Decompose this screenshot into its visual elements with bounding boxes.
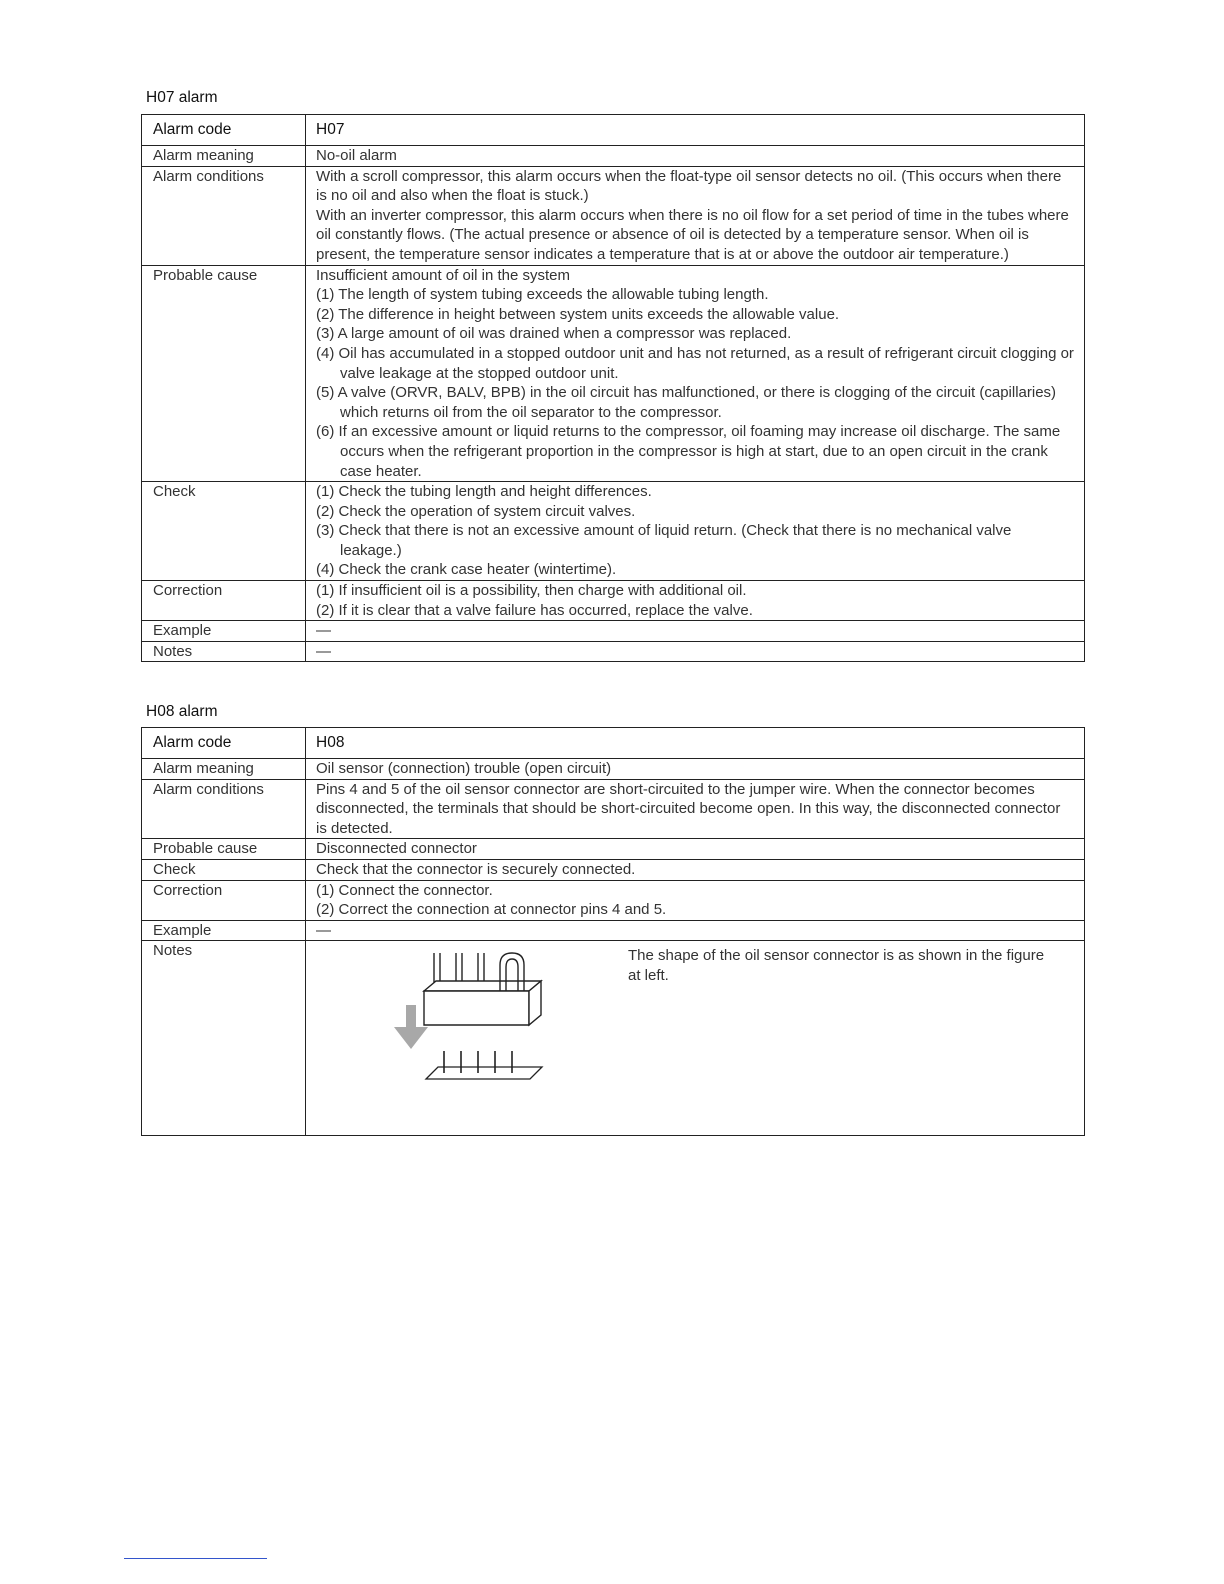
h08-meaning-value: Oil sensor (connection) trouble (open circuit) xyxy=(306,759,1085,780)
h07-conditions-cell xyxy=(306,166,1085,265)
list-item: (2) The difference in height between system units exceeds the allowable value. xyxy=(316,305,840,323)
h08-code-value: H08 xyxy=(306,728,1085,759)
table-row xyxy=(142,166,1085,265)
table-row xyxy=(142,265,1085,482)
h07-conditions-p2: With an inverter compressor, this alarm occurs when there is no oil flow for a set period of time in the tubes where oil constantly flows. (The actual presence or absence of oil is detected by a temperature sensor. When oil is present, the temperature sensor indicates a temperature that is at or above the outdoor air temperature.) xyxy=(316,206,1069,263)
h07-notes-value: — xyxy=(306,641,1085,662)
h08-example-label: Example xyxy=(142,920,306,941)
table-row xyxy=(142,581,1085,621)
h07-conditions-label: Alarm conditions xyxy=(142,166,306,265)
h07-conditions-p1: With a scroll compressor, this alarm occurs when the float-type oil sensor detects no oil. (This occurs when there is no oil and also when the float is stuck.) xyxy=(316,167,1062,205)
list-item: (2) If it is clear that a valve failure has occurred, replace the valve. xyxy=(316,601,753,619)
h08-cause-label: Probable cause xyxy=(142,839,306,860)
footer-divider xyxy=(124,1558,267,1559)
h07-correction-label: Correction xyxy=(142,581,306,621)
h08-meaning-label: Alarm meaning xyxy=(142,759,306,780)
h07-notes-label: Notes xyxy=(142,641,306,662)
h08-correction-label: Correction xyxy=(142,880,306,920)
table-row xyxy=(142,621,1085,642)
h08-check-value: Check that the connector is securely connected. xyxy=(306,859,1085,880)
h07-code-label: Alarm code xyxy=(142,115,306,146)
h08-correction-cell xyxy=(306,880,1085,920)
h07-code-value: H07 xyxy=(306,115,1085,146)
table-row xyxy=(142,146,1085,167)
oil-sensor-connector-figure xyxy=(354,945,554,1085)
list-item: (3) A large amount of oil was drained when a compressor was replaced. xyxy=(316,325,792,343)
table-row xyxy=(142,880,1085,920)
h08-notes-label: Notes xyxy=(142,941,306,1136)
table-row xyxy=(142,859,1085,880)
h07-check-cell xyxy=(306,482,1085,581)
table-row xyxy=(142,728,1085,759)
h08-code-label: Alarm code xyxy=(142,728,306,759)
h08-notes-caption: The shape of the oil sensor connector is as shown in the figure at left. xyxy=(628,947,1045,985)
h07-example-label: Example xyxy=(142,621,306,642)
table-row xyxy=(142,839,1085,860)
table-row xyxy=(142,482,1085,581)
h07-check-label: Check xyxy=(142,482,306,581)
h07-example-value: — xyxy=(306,621,1085,642)
h07-meaning-value: No-oil alarm xyxy=(306,146,1085,167)
table-row xyxy=(142,920,1085,941)
table-row xyxy=(142,779,1085,839)
h08-conditions-label: Alarm conditions xyxy=(142,779,306,839)
h08-cause-value: Disconnected connector xyxy=(306,839,1085,860)
table-row xyxy=(142,641,1085,662)
table-row xyxy=(142,759,1085,780)
h07-cause-label: Probable cause xyxy=(142,265,306,482)
h07-correction-cell xyxy=(306,581,1085,621)
h08-notes-cell xyxy=(306,941,1085,1136)
table-row xyxy=(142,115,1085,146)
h07-meaning-label: Alarm meaning xyxy=(142,146,306,167)
h08-check-label: Check xyxy=(142,859,306,880)
h08-section-title: H08 alarm xyxy=(146,703,218,720)
h07-section-title: H07 alarm xyxy=(146,89,218,106)
h07-cause-cell xyxy=(306,265,1085,482)
list-item: (1) The length of system tubing exceeds the allowable tubing length. xyxy=(316,286,769,304)
h08-alarm-table xyxy=(141,727,1085,1136)
list-item: (4) Check the crank case heater (wintertime). xyxy=(316,561,617,579)
list-item: (3) Check that there is not an excessive amount of liquid return. (Check that there is no mechanical valve leakage.) xyxy=(316,522,1012,559)
list-item: (6) If an excessive amount or liquid returns to the compressor, oil foaming may increase oil discharge. The same occurs when the refrigerant proportion in the compressor is high at start, due to an open circuit in the crank case heater. xyxy=(316,423,1061,480)
list-item: (5) A valve (ORVR, BALV, BPB) in the oil circuit has malfunctioned, or there is clogging of the circuit (capillaries) which returns oil from the oil separator to the compressor. xyxy=(316,384,1057,421)
h08-conditions-value: Pins 4 and 5 of the oil sensor connector are short-circuited to the jumper wire. When the connector becomes disconnected, the terminals that should be short-circuited become open. In this way, the disconnected connector is detected. xyxy=(306,779,1085,839)
list-item: (1) Check the tubing length and height differences. xyxy=(316,483,652,501)
list-item: (2) Correct the connection at connector pins 4 and 5. xyxy=(316,901,667,919)
h07-alarm-table xyxy=(141,114,1085,662)
h08-example-value: — xyxy=(306,920,1085,941)
list-item: (4) Oil has accumulated in a stopped outdoor unit and has not returned, as a result of refrigerant circuit clogging or valve leakage at the stopped outdoor unit. xyxy=(316,344,1074,382)
h07-cause-intro: Insufficient amount of oil in the system xyxy=(316,266,571,284)
list-item: (2) Check the operation of system circuit valves. xyxy=(316,502,636,520)
list-item: (1) If insufficient oil is a possibility, then charge with additional oil. xyxy=(316,582,747,600)
table-row xyxy=(142,941,1085,1136)
list-item: (1) Connect the connector. xyxy=(316,881,493,899)
